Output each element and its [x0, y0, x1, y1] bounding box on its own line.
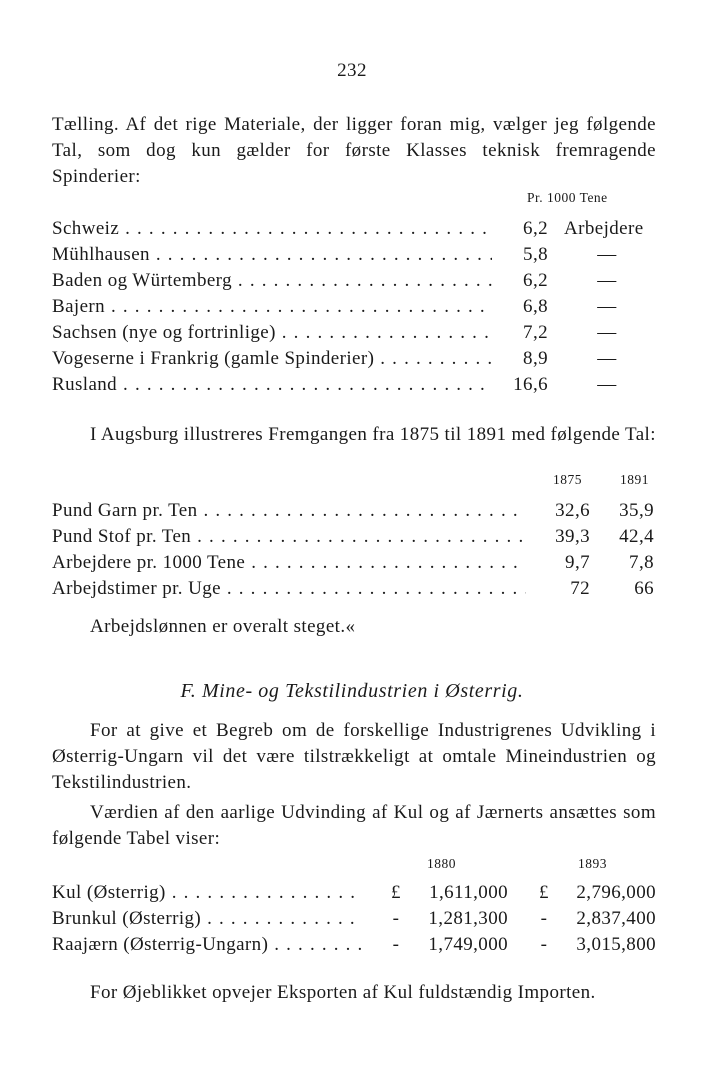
- table2-header-1875: 1875: [553, 472, 582, 487]
- table2-header-1891: 1891: [620, 472, 649, 487]
- row-unit: —: [597, 270, 617, 291]
- table-row: [52, 372, 672, 398]
- table-row: [52, 524, 672, 550]
- row-unit: Arbejdere: [564, 218, 644, 239]
- augsburg-paragraph: I Augsburg illustreres Fremgangen fra 1875 til 1891 med følgende Tal:: [90, 424, 656, 445]
- row-label: Sachsen (nye og fortrinlige) . . .: [52, 320, 492, 346]
- row-label: Arbejdstimer pr. Uge . . .: [52, 576, 526, 602]
- row-label: Pund Garn pr. Ten . . .: [52, 498, 526, 524]
- row-value: 6,2: [523, 270, 548, 291]
- table1-header: Pr. 1000 Tene: [527, 190, 608, 205]
- row-value: 8,9: [523, 348, 548, 369]
- row-label: Bajern . . .: [52, 294, 492, 320]
- row-value-1875: 32,6: [555, 500, 590, 521]
- row-value-1880: 1,749,000: [428, 934, 508, 955]
- intro-paragraph: Tælling. Af det rige Materiale, der ligger foran mig, vælger jeg følgende Tal, som dog kun gælder for første Klasses teknisk fremragende Spinderier:: [52, 114, 656, 187]
- table3-header-1893: 1893: [578, 856, 607, 871]
- row-value-1891: 42,4: [619, 526, 654, 547]
- row-label: Vogeserne i Frankrig (gamle Spinderier) . . .: [52, 346, 492, 372]
- table3-header-1880: 1880: [427, 856, 456, 871]
- row-unit: —: [597, 322, 617, 343]
- row-currency-1880: -: [392, 934, 400, 955]
- row-currency-1893: -: [540, 934, 548, 955]
- section-paragraph-2: Værdien af den aarlige Udvinding af Kul og af Jærnerts ansættes som følgende Tabel viser:: [52, 802, 656, 849]
- row-unit: —: [597, 244, 617, 265]
- row-value-1875: 9,7: [565, 552, 590, 573]
- row-label: Baden og Würtemberg . . .: [52, 268, 492, 294]
- row-unit: —: [597, 348, 617, 369]
- page-number: 232: [337, 60, 367, 81]
- table-row: [52, 294, 672, 320]
- table-row: [52, 498, 672, 524]
- row-value-1893: 2,796,000: [576, 882, 656, 903]
- row-value-1875: 72: [570, 578, 590, 599]
- row-value-1891: 35,9: [619, 500, 654, 521]
- row-value: 7,2: [523, 322, 548, 343]
- section-title: F. Mine- og Tekstilindustrien i Østerrig.: [180, 680, 524, 702]
- row-currency-1880: -: [392, 908, 400, 929]
- row-value: 5,8: [523, 244, 548, 265]
- table-row: [52, 268, 672, 294]
- row-currency-1893: £: [539, 882, 549, 903]
- table-row: [52, 932, 672, 958]
- table-row: [52, 550, 672, 576]
- row-label: Raajærn (Østerrig-Ungarn) . . .: [52, 932, 362, 958]
- row-value: 16,6: [513, 374, 548, 395]
- row-label: Arbejdere pr. 1000 Tene . . .: [52, 550, 526, 576]
- row-label: Pund Stof pr. Ten . . .: [52, 524, 526, 550]
- table-row: [52, 320, 672, 346]
- table-row: [52, 880, 672, 906]
- table-row: [52, 576, 672, 602]
- row-value-1891: 7,8: [629, 552, 654, 573]
- row-value-1893: 2,837,400: [576, 908, 656, 929]
- table-row: [52, 242, 672, 268]
- wage-line: Arbejdslønnen er overalt steget.«: [90, 616, 356, 637]
- table-row: [52, 906, 672, 932]
- row-label: Rusland . . .: [52, 372, 492, 398]
- row-label: Kul (Østerrig) . . .: [52, 880, 362, 906]
- final-paragraph: For Øjeblikket opvejer Eksporten af Kul fuldstændig Importen.: [90, 982, 596, 1003]
- section-paragraph-1: For at give et Begreb om de forskellige Industrigrenes Udvikling i Østerrig-Ungarn vil det være tilstrækkeligt at omtale Mineindustrien og Tekstilindustrien.: [52, 720, 656, 793]
- row-value-1875: 39,3: [555, 526, 590, 547]
- row-value: 6,2: [523, 218, 548, 239]
- row-unit: —: [597, 374, 617, 395]
- table-row: [52, 346, 672, 372]
- row-value-1891: 66: [634, 578, 654, 599]
- row-value-1880: 1,281,300: [428, 908, 508, 929]
- row-label: Schweiz . . .: [52, 216, 492, 242]
- row-label: Brunkul (Østerrig) . . .: [52, 906, 362, 932]
- row-label: Mühlhausen . . .: [52, 242, 492, 268]
- row-unit: —: [597, 296, 617, 317]
- row-value-1893: 3,015,800: [576, 934, 656, 955]
- row-value-1880: 1,611,000: [429, 882, 508, 903]
- table-row: [52, 216, 672, 242]
- row-value: 6,8: [523, 296, 548, 317]
- row-currency-1880: £: [391, 882, 401, 903]
- row-currency-1893: -: [540, 908, 548, 929]
